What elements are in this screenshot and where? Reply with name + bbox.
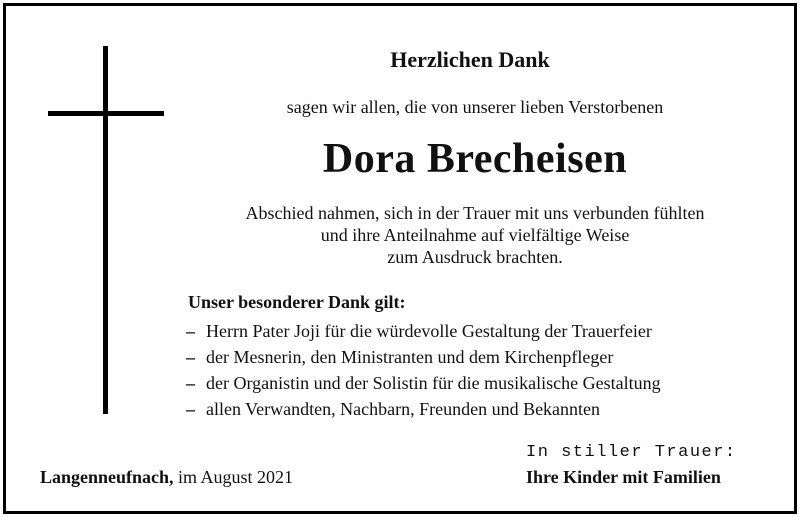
farewell-line: und ihre Anteilnahme auf vielfältige Weise	[320, 225, 630, 245]
list-item	[186, 396, 661, 422]
list-item-text: allen Verwandten, Nachbarn, Freunden und Bekannten	[206, 399, 601, 419]
list-item	[186, 370, 661, 396]
list-item	[186, 318, 661, 344]
special-thanks-heading: Unser besonderer Dank gilt:	[188, 292, 406, 312]
farewell-line: Abschied nahmen, sich in der Trauer mit uns verbunden fühlten	[245, 203, 705, 223]
special-thanks-list	[186, 318, 661, 422]
cross-vertical-bar	[103, 46, 108, 414]
mourning-label: In stiller Trauer:	[526, 443, 737, 462]
intro-text: sagen wir allen, die von unserer lieben Verstorbenen	[286, 97, 664, 117]
farewell-line: zum Ausdruck brachten.	[387, 247, 563, 267]
list-item-text: der Organistin und der Solistin für die musikalische Gestaltung	[206, 373, 661, 393]
thanks-heading-title: Herzlichen Dank	[390, 47, 550, 72]
deceased-name: Dora Brecheisen	[322, 136, 628, 182]
list-item-text: Herrn Pater Joji für die würdevolle Gestaltung der Trauerfeier	[206, 321, 652, 341]
place-name: Langenneufnach,	[40, 467, 174, 487]
dash-bullet: –	[186, 321, 195, 341]
dash-bullet: –	[186, 399, 195, 419]
dash-bullet: –	[186, 347, 195, 367]
list-item	[186, 344, 661, 370]
date-text: im August 2021	[178, 467, 294, 487]
dash-bullet: –	[186, 373, 195, 393]
place-and-date	[40, 467, 293, 488]
farewell-text	[175, 202, 775, 268]
family-signature: Ihre Kinder mit Familien	[526, 467, 721, 487]
cross-horizontal-bar	[48, 111, 164, 116]
list-item-text: der Mesnerin, den Ministranten und dem Kirchenpfleger	[206, 347, 614, 367]
